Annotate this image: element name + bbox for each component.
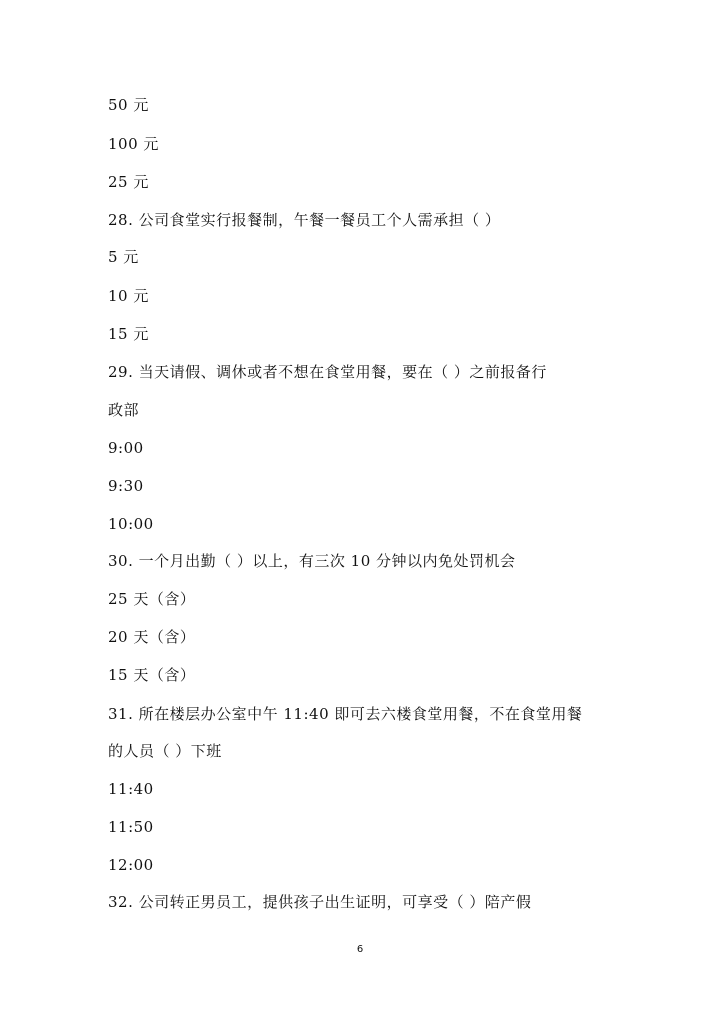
option-line: 15 天（含） xyxy=(108,666,196,684)
question-31-continued: 的人员（ ）下班 xyxy=(108,742,222,760)
option-line: 20 天（含） xyxy=(108,628,196,646)
option-line: 25 元 xyxy=(108,173,149,191)
option-line: 12:00 xyxy=(108,856,154,874)
question-30: 30. 一个月出勤（ ）以上，有三次 10 分钟以内免处罚机会 xyxy=(108,552,516,570)
option-line: 11:40 xyxy=(108,780,154,798)
option-line: 9:00 xyxy=(108,439,144,457)
option-line: 15 元 xyxy=(108,325,149,343)
question-29-continued: 政部 xyxy=(108,401,140,419)
option-line: 100 元 xyxy=(108,135,159,153)
option-line: 25 天（含） xyxy=(108,590,196,608)
question-28: 28. 公司食堂实行报餐制，午餐一餐员工个人需承担（ ） xyxy=(108,211,501,229)
option-line: 50 元 xyxy=(108,96,149,114)
question-32: 32. 公司转正男员工，提供孩子出生证明，可享受（ ）陪产假 xyxy=(108,893,532,911)
option-line: 9:30 xyxy=(108,477,144,495)
option-line: 10:00 xyxy=(108,515,154,533)
option-line: 11:50 xyxy=(108,818,154,836)
question-31: 31. 所在楼层办公室中午 11:40 即可去六楼食堂用餐，不在食堂用餐 xyxy=(108,705,583,723)
page-number: 6 xyxy=(356,944,364,955)
option-line: 5 元 xyxy=(108,248,139,266)
option-line: 10 元 xyxy=(108,287,149,305)
question-29: 29. 当天请假、调休或者不想在食堂用餐，要在（ ）之前报备行 xyxy=(108,363,547,381)
